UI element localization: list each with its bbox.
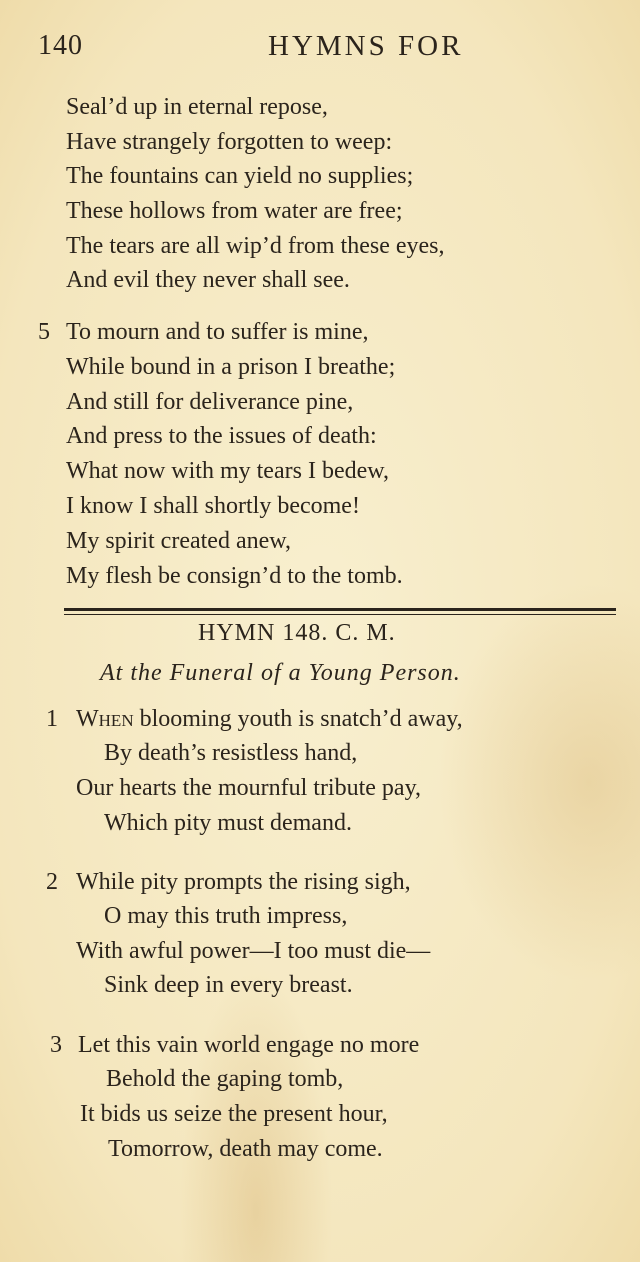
verse-line: And press to the issues of death: <box>66 423 377 449</box>
verse-line: While bound in a prison I breathe; <box>66 354 396 380</box>
stanza-number: 3 <box>50 1032 62 1058</box>
section-divider <box>64 608 616 611</box>
verse-line: These hollows from water are free; <box>66 198 403 224</box>
verse-line: Seal’d up in eternal repose, <box>66 94 328 120</box>
verse-line: Let this vain world engage no more <box>78 1032 420 1058</box>
verse-line: The tears are all wip’d from these eyes, <box>66 233 445 259</box>
drop-word: When <box>76 706 134 732</box>
running-head: HYMNS FOR <box>268 30 464 62</box>
verse-line: What now with my tears I bedew, <box>66 458 390 484</box>
verse-line: And evil they never shall see. <box>66 267 350 293</box>
verse-line: The fountains can yield no supplies; <box>66 163 414 189</box>
verse-line: O may this truth impress, <box>104 903 348 929</box>
verse-line: And still for deliverance pine, <box>66 389 354 415</box>
verse-line: Sink deep in every breast. <box>104 972 353 998</box>
page-header <box>38 30 600 70</box>
hymn-title: HYMN 148. C. M. <box>198 620 396 646</box>
stanza-number: 2 <box>46 869 58 895</box>
verse-line: Have strangely forgotten to weep: <box>66 129 393 155</box>
section-divider-thin <box>64 614 616 615</box>
page-number: 140 <box>38 30 83 61</box>
verse-line: Tomorrow, death may come. <box>108 1136 383 1162</box>
verse-line: Behold the gaping tomb, <box>106 1066 344 1092</box>
verse-line: My spirit created anew, <box>66 528 292 554</box>
verse-line: Which pity must demand. <box>104 810 352 836</box>
verse-line: While pity prompts the rising sigh, <box>76 869 411 895</box>
verse-line <box>76 703 463 735</box>
first-line-rest: blooming youth is snatch’d away, <box>133 706 463 732</box>
verse-line: Our hearts the mournful tribute pay, <box>76 775 422 801</box>
stanza-number: 1 <box>46 706 58 732</box>
verse-line: It bids us seize the present hour, <box>80 1101 388 1127</box>
verse-line: I know I shall shortly become! <box>66 493 360 519</box>
verse-line: With awful power—I too must die— <box>76 938 431 964</box>
stanza-number: 5 <box>38 319 50 345</box>
verse-line: My flesh be consign’d to the tomb. <box>66 563 403 589</box>
verse-line: To mourn and to suffer is mine, <box>66 319 369 345</box>
verse-line: By death’s resistless hand, <box>104 740 358 766</box>
hymn-subtitle: At the Funeral of a Young Person. <box>100 660 461 686</box>
